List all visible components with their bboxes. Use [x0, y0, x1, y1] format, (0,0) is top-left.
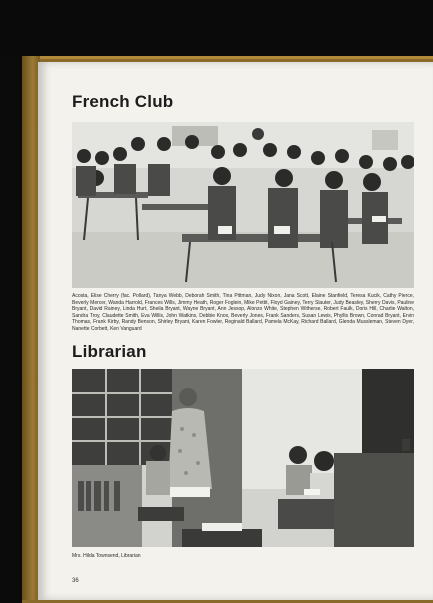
french-club-photo-art [72, 122, 414, 288]
librarian-caption: Mrs. Hilda Townsend, Librarian [72, 553, 141, 559]
librarian-photo [72, 369, 414, 547]
french-club-heading: French Club [72, 92, 174, 111]
binder-background [0, 0, 433, 56]
page-number: 36 [72, 578, 79, 584]
librarian-photo-art [72, 369, 414, 547]
french-club-photo [72, 122, 414, 288]
librarian-heading: Librarian [72, 342, 147, 361]
french-club-caption: Acosta, Elise Cherry (fac. Pollard), Tanya Webb, Deborah Smith, Tina Pittman, Judy Nixon, Jana Scott, Elaine Stanfield, Teresa Kucik, Cathy Pierce, Beverly Mercer, Wanda Harrold, Frances Wills, Jimmy Heath, Roger Foglein, Mike Pettit, Floyd Gainey, Terry Slauter, Judy Beasley, Sherry Davis, Pauline Bryant, David Rainey, Linda Hurt, Sheila Bryant, Wayne Bryant, Ann Jessop, Alonzo White, Stephen Witherse, Robert Faulk, Doris Hill, Charlie Walton, Sandra Troy, Claudette Smith, Eva Willis, John Watkins, Debbie Knox, Beverly Jones, Frank Sanders, Susan Lewis, Phyllis Brown, Conrad Bryant, Ervin Thomas, Frank Kirby, Randy Benson, Shirley Bryant, Karen Fowler, Reginald Ballard, Pamela McKay, Richard Ballard, Glenda Mussleman, Steven Dyer, Nanette Corbett, Ken Vanguard [72, 293, 414, 332]
